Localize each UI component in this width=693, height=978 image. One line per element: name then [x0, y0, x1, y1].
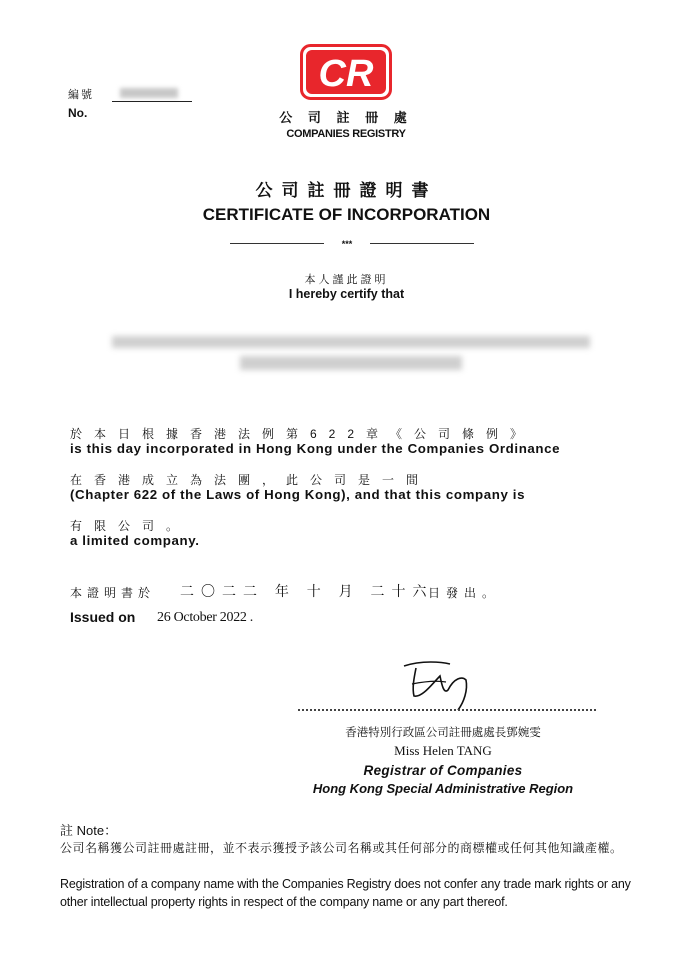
- certificate-title-en: CERTIFICATE OF INCORPORATION: [202, 205, 491, 224]
- divider-stars: ***: [341, 239, 353, 249]
- registrar-region-en: Hong Kong Special Administrative Region: [312, 781, 574, 796]
- registrar-title-zh: 香港特別行政區公司註冊處處長鄧婉雯: [345, 725, 541, 739]
- redacted-company-name-en: [112, 336, 590, 348]
- note-text-zh: 公司名稱獲公司註冊處註冊，並不表示獲授予該公司名稱或其任何部分的商標權或任何其他知識產權。: [60, 841, 623, 855]
- number-label-zh: 編號: [68, 89, 94, 101]
- issued-label-en: Issued on: [70, 609, 136, 625]
- issued-date-en: 26 October 2022 .: [157, 610, 253, 625]
- signature-dotted-line: [298, 709, 596, 711]
- note-text-en: Registration of a company name with the Companies Registry does not confer any trade mark rights or any other intellectual property rights in respect of the company name or any part thereof.: [60, 877, 631, 909]
- registrar-signature: [402, 654, 478, 714]
- divider-left: [230, 243, 324, 244]
- number-label-en: No.: [68, 106, 88, 120]
- redacted-number: [120, 88, 178, 98]
- issued-suffix-zh: 日發出。: [428, 586, 501, 600]
- body-line3-en: a limited company.: [70, 533, 200, 548]
- body-line1-zh: 於本日根據香港法例第622章《公司條例》: [70, 427, 535, 441]
- certificate-title-zh: 公司註冊證明書: [255, 181, 438, 200]
- body-line2-zh: 在香港成立為法團，此公司是一間: [70, 473, 431, 487]
- number-underline: [112, 101, 192, 102]
- registry-name-en: COMPANIES REGISTRY: [286, 128, 406, 140]
- certify-en: I hereby certify that: [288, 287, 405, 301]
- body-line2-en: (Chapter 622 of the Laws of Hong Kong), and that this company is: [70, 487, 526, 502]
- issued-date-zh: 二〇二二 年 十 月 二十六: [180, 583, 434, 599]
- certify-zh: 本人謹此證明: [304, 274, 389, 286]
- body-line3-zh: 有限公司。: [70, 519, 191, 533]
- note-heading: 註 Note：: [60, 823, 118, 838]
- companies-registry-logo: [300, 44, 392, 100]
- body-line1-en: is this day incorporated in Hong Kong under the Companies Ordinance: [70, 441, 561, 456]
- registry-name-zh: 公 司 註 冊 處: [279, 110, 413, 125]
- issued-prefix-zh: 本證明書於: [70, 586, 156, 600]
- divider-right: [370, 243, 474, 244]
- redacted-company-name-zh: [240, 356, 462, 370]
- svg-text:CR: CR: [318, 53, 374, 95]
- registrar-name: Miss Helen TANG: [394, 743, 492, 758]
- registrar-title-en: Registrar of Companies: [363, 763, 523, 778]
